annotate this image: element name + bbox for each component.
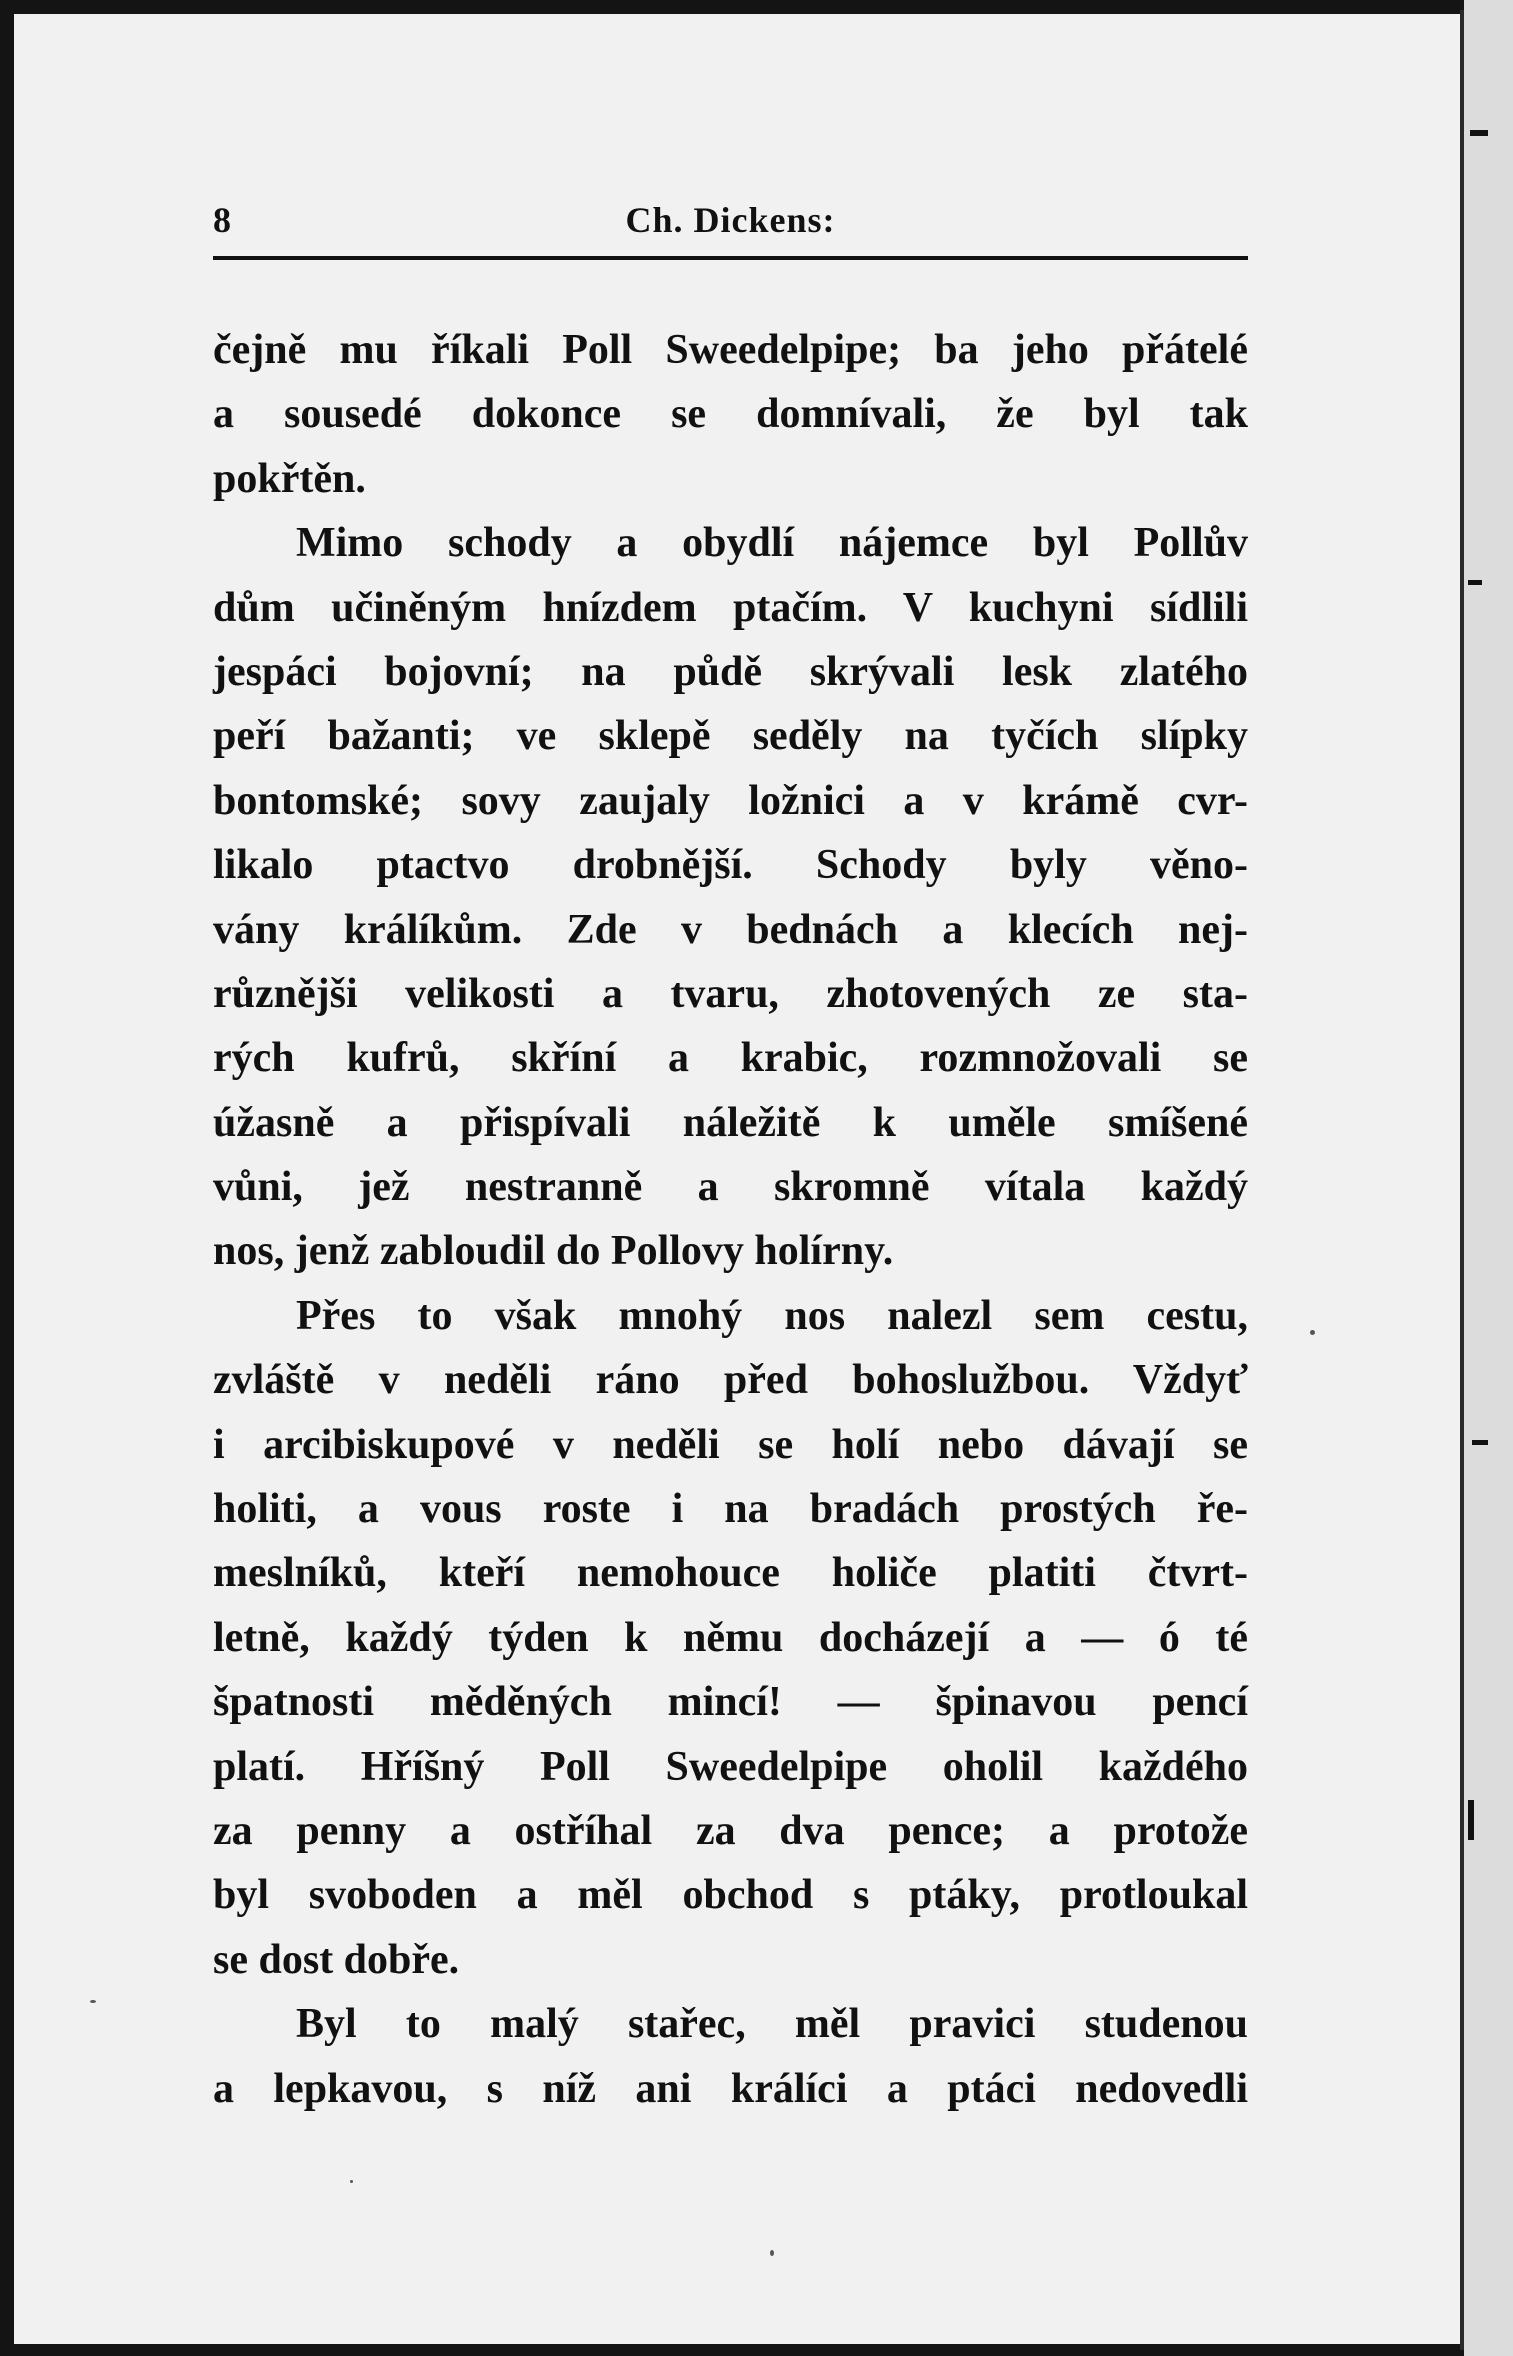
text-line: za penny a ostříhal za dva pence; a protože — [213, 1807, 1248, 1854]
text-line: se dost dobře. — [213, 1936, 460, 1983]
text-line: platí. Hříšný Poll Sweedelpipe oholil každého — [213, 1743, 1248, 1790]
text-line: vůni, jež nestranně a skromně vítala každý — [213, 1164, 1248, 1211]
page-header — [213, 190, 1248, 250]
text-line: jespáci bojovní; na půdě skrývali lesk zlatého — [213, 648, 1248, 695]
adjacent-page-edge — [1464, 0, 1513, 2356]
text-line: různějši velikosti a tvaru, zhotovených ze sta- — [213, 970, 1248, 1017]
header-rule — [213, 256, 1248, 260]
text-line: bontomské; sovy zaujaly ložnici a v krámě cvr- — [213, 777, 1248, 824]
text-line: špatnosti měděných mincí! — špinavou pencí — [213, 1679, 1248, 1726]
paper-speck — [350, 2180, 353, 2183]
text-line: vány králíkům. Zde v bednách a klecích nej- — [213, 906, 1248, 953]
paper-speck — [770, 2250, 774, 2256]
text-line: letně, každý týden k němu docházejí a — ó té — [213, 1614, 1248, 1661]
page-number: 8 — [213, 200, 231, 240]
text-line: byl svoboden a měl obchod s ptáky, protloukal — [213, 1872, 1248, 1919]
text-line: a lepkavou, s níž ani králíci a ptáci nedovedli — [213, 2065, 1248, 2112]
text-line: holiti, a vous roste i na bradách prostých ře- — [213, 1486, 1248, 1533]
edge-mark — [1468, 580, 1482, 585]
text-line: pokřtěn. — [213, 455, 366, 502]
paper-speck — [1310, 1330, 1315, 1335]
text-line: Mimo schody a obydlí nájemce byl Pollův — [296, 520, 1248, 567]
text-line: Byl to malý stařec, měl pravici studenou — [296, 2001, 1248, 2048]
edge-mark — [1470, 130, 1488, 136]
running-head: Ch. Dickens: — [625, 200, 836, 240]
edge-mark — [1472, 1440, 1488, 1445]
text-line: peří bažanti; ve sklepě seděly na tyčích slípky — [213, 713, 1248, 760]
text-line: Přes to však mnohý nos nalezl sem cestu, — [296, 1292, 1248, 1339]
text-line: úžasně a přispívali náležitě k uměle smíšené — [213, 1099, 1248, 1146]
text-line: meslníků, kteří nemohouce holiče platiti čtvrt- — [213, 1550, 1248, 1597]
text-line: rých kufrů, skříní a krabic, rozmnožovali se — [213, 1035, 1248, 1082]
text-line: zvláště v neděli ráno před bohoslužbou. Vždyť — [213, 1357, 1248, 1404]
text-line: a sousedé dokonce se domnívali, že byl tak — [213, 391, 1248, 438]
edge-mark — [1468, 1800, 1474, 1840]
text-line: nos, jenž zabloudil do Pollovy holírny. — [213, 1228, 894, 1275]
text-line: i arcibiskupové v neděli se holí nebo dávají se — [213, 1421, 1248, 1468]
body-text — [213, 318, 1248, 2121]
paper-speck — [90, 2000, 96, 2003]
text-line: čejně mu říkali Poll Sweedelpipe; ba jeho přátelé — [213, 327, 1248, 373]
text-line: dům učiněným hnízdem ptačím. V kuchyni sídlili — [213, 584, 1248, 631]
text-line: likalo ptactvo drobnější. Schody byly věno- — [213, 842, 1248, 889]
